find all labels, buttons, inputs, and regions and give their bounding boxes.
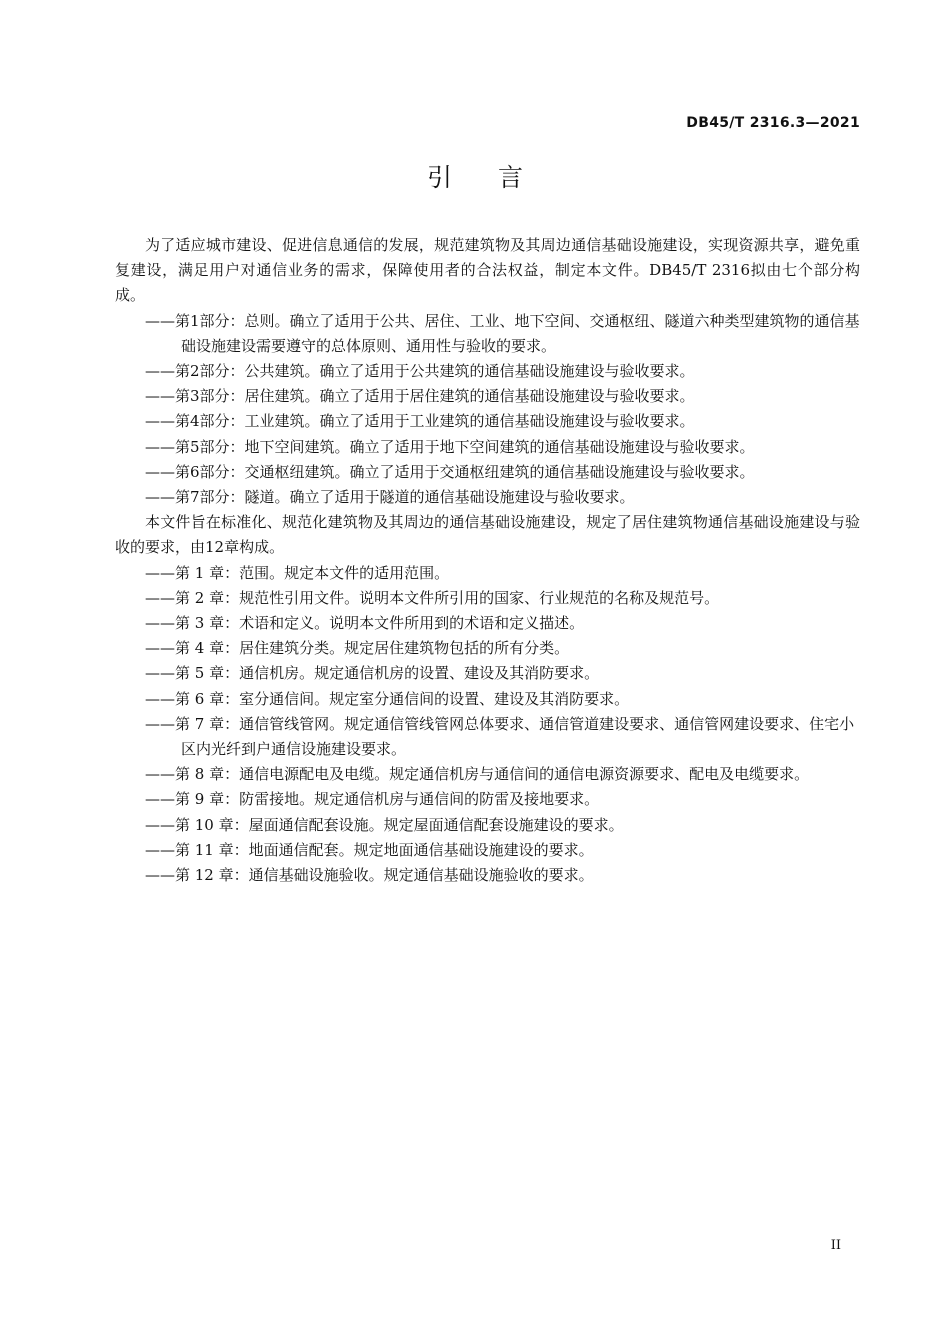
chapter-item: ——第 2 章：规范性引用文件。说明本文件所引用的国家、行业规范的名称及规范号。 bbox=[145, 588, 720, 607]
chapters-list bbox=[115, 561, 860, 889]
chapter-item: ——第 8 章：通信电源配电及电缆。规定通信机房与通信间的通信电源资源要求、配电及电缆要求。 bbox=[145, 765, 810, 784]
chapter-item: ——第 10 章：屋面通信配套设施。规定屋面通信配套设施建设的要求。 bbox=[145, 815, 624, 834]
chapter-item: ——第 6 章：室分通信间。规定室分通信间的设置、建设及其消防要求。 bbox=[145, 689, 630, 708]
chapter-item: ——第 11 章：地面通信配套。规定地面通信基础设施建设的要求。 bbox=[145, 840, 594, 859]
part-item: ——第7部分：隧道。确立了适用于隧道的通信基础设施建设与验收要求。 bbox=[145, 488, 635, 507]
page-title: 引言 bbox=[426, 163, 569, 192]
chapter-item: ——第 4 章：居住建筑分类。规定居住建筑物包括的所有分类。 bbox=[145, 639, 570, 658]
intro-paragraph: 为了适应城市建设、促进信息通信的发展，规范建筑物及其周边通信基础设施建设，实现资源共享，避免重复建设，满足用户对通信业务的需求，保障使用者的合法权益，制定本文件。DB45/T 2316拟由七个部分构成。 bbox=[115, 236, 860, 305]
part-item: ——第1部分：总则。确立了适用于公共、居住、工业、地下空间、交通枢纽、隧道六种类型建筑物的通信基础设施建设需要遵守的总体原则、通用性与验收的要求。 bbox=[145, 311, 860, 355]
chapter-item: ——第 3 章：术语和定义。说明本文件所用到的术语和定义描述。 bbox=[145, 614, 585, 633]
page-number: II bbox=[830, 1238, 841, 1253]
part-item: ——第3部分：居住建筑。确立了适用于居住建筑的通信基础设施建设与验收要求。 bbox=[145, 387, 695, 406]
chapter-item: ——第 5 章：通信机房。规定通信机房的设置、建设及其消防要求。 bbox=[145, 664, 600, 683]
part-item: ——第4部分：工业建筑。确立了适用于工业建筑的通信基础设施建设与验收要求。 bbox=[145, 412, 695, 431]
chapter-item: ——第 7 章：通信管线管网。规定通信管线管网总体要求、通信管道建设要求、通信管网建设要求、住宅小区内光纤到户通信设施建设要求。 bbox=[145, 714, 855, 759]
document-code: DB45/T 2316.3—2021 bbox=[686, 115, 860, 131]
chapter-item: ——第 1 章：范围。规定本文件的适用范围。 bbox=[145, 563, 450, 582]
part-item: ——第5部分：地下空间建筑。确立了适用于地下空间建筑的通信基础设施建设与验收要求。 bbox=[145, 437, 755, 456]
parts-list bbox=[115, 309, 860, 511]
chapter-item: ——第 9 章：防雷接地。规定通信机房与通信间的防雷及接地要求。 bbox=[145, 790, 600, 809]
part-item: ——第6部分：交通枢纽建筑。确立了适用于交通枢纽建筑的通信基础设施建设与验收要求。 bbox=[145, 462, 755, 481]
part-item: ——第2部分：公共建筑。确立了适用于公共建筑的通信基础设施建设与验收要求。 bbox=[145, 362, 695, 381]
introduction-body bbox=[115, 233, 860, 888]
structure-paragraph: 本文件旨在标准化、规范化建筑物及其周边的通信基础设施建设，规定了居住建筑物通信基础设施建设与验收的要求，由12章构成。 bbox=[115, 513, 860, 557]
chapter-item: ——第 12 章：通信基础设施验收。规定通信基础设施验收的要求。 bbox=[145, 866, 594, 885]
